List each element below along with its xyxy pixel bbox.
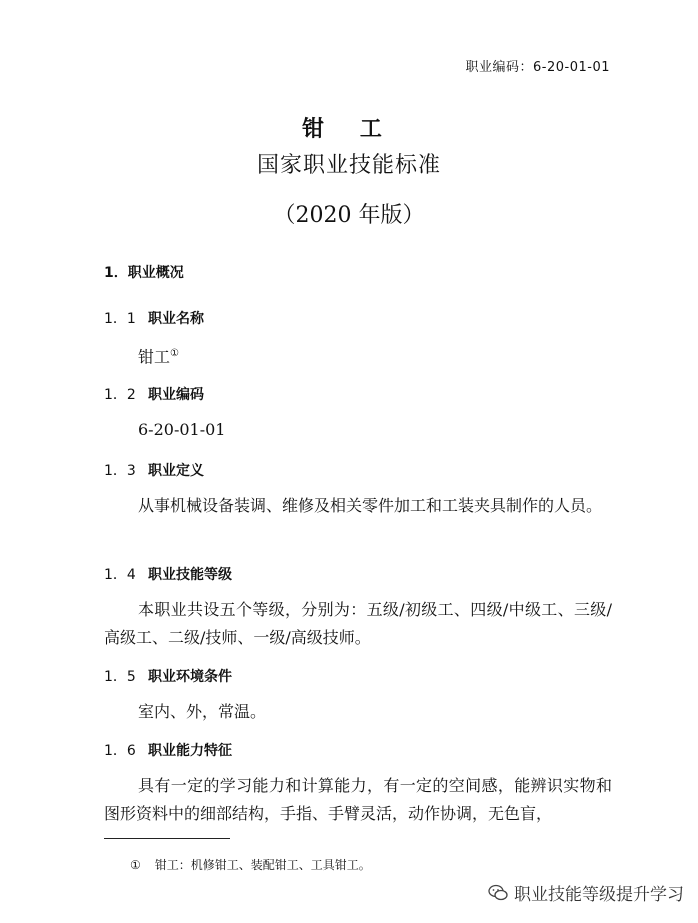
section-text-1-4: 本职业共设五个等级，分别为：五级/初级工、四级/中级工、三级/高级工、二级/技师、一级/高级技师。	[104, 600, 612, 647]
section-heading-1-5: 1．5 职业环境条件	[104, 669, 232, 685]
footnote-ref: ①	[170, 348, 179, 359]
section-text-1-5: 室内、外，常温。	[138, 702, 267, 721]
wechat-icon	[488, 884, 508, 902]
section-heading-1-6: 1．6 职业能力特征	[104, 743, 232, 759]
section-text-1-3: 从事机械设备装调、维修及相关零件加工和工装夹具制作的人员。	[138, 496, 603, 515]
section-heading-1-1: 1．1 职业名称	[104, 311, 204, 327]
section-text-1-2: 6-20-01-01	[138, 420, 226, 439]
footnote: ① 钳工：机修钳工、装配钳工、工具钳工。	[130, 858, 371, 872]
watermark: 职业技能等级提升学习	[488, 880, 684, 905]
section-text-1-6: 具有一定的学习能力和计算能力，有一定的空间感，能辨识实物和图形资料中的细部结构，手指、手臂灵活，动作协调，无色盲，	[104, 776, 612, 823]
footnote-divider	[104, 838, 230, 839]
document-title: 钳 工	[302, 117, 396, 142]
section-heading-1-3: 1．3 职业定义	[104, 463, 204, 479]
section-heading-1: 1．职业概况	[104, 265, 184, 281]
section-heading-1-2: 1．2 职业编码	[104, 387, 204, 403]
edition-label: （2020 年版）	[273, 203, 425, 228]
section-heading-1-4: 1．4 职业技能等级	[104, 567, 232, 583]
occupation-code: 职业编码：6-20-01-01	[465, 60, 610, 75]
document-subtitle: 国家职业技能标准	[256, 153, 441, 178]
section-text-1-1: 钳工①	[138, 347, 179, 367]
